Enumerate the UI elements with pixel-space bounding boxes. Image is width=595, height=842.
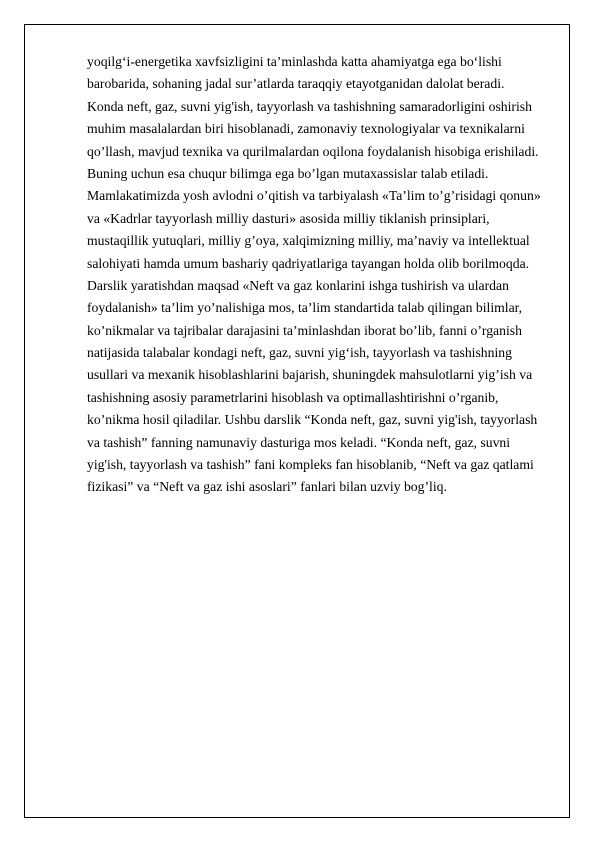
text-line: yig'ish, tayyorlash va tashish” fani kompleks fan hisoblanib, “Neft va gaz qatlami [87,457,534,473]
text-line: barobarida, sohaning jadal sur’atlarda taraqqiy etayotganidan dalolat beradi. [87,76,505,92]
text-line: natijasida talabalar kondagi neft, gaz, suvni yig‘ish, tayyorlash va tashishning [87,345,512,361]
text-line: ko’nikmalar va tajribalar darajasini ta’minlashdan iborat bo’lib, fanni o’rganish [87,322,522,338]
text-line: va tashish” fanning namunaviy dasturiga mos keladi. “Konda neft, gaz, suvni [87,434,511,450]
text-line: Konda neft, gaz, suvni yig'ish, tayyorlash va tashishning samaradorligini oshirish [87,98,532,114]
text-line: muhim masalalardan biri hisoblanadi, zamonaviy texnologiyalar va texnikalarni [87,121,525,137]
text-line: foydalanish» ta’lim yo’nalishiga mos, ta’lim standartida talab qilingan bilimlar, [87,300,523,316]
text-line: va «Kadrlar tayyorlash milliy dasturi» asosida milliy tiklanish prinsiplari, [87,210,490,226]
text-line: usullari va mexanik hisoblashlarini bajarish, shuningdek mahsulotlarni yig’ish va [87,367,533,383]
text-line: Buning uchun esa chuqur bilimga ega bo’lgan mutaxassislar talab etiladi. [87,165,489,181]
text-line: Mamlakatimizda yosh avlodni o’qitish va tarbiyalash «Ta’lim to’g’risidagi qonun» [87,188,541,204]
text-line: qo’llash, mavjud texnika va qurilmalardan oqilona foydalanish hisobiga erishiladi. [87,143,539,159]
text-line: ko’nikma hosil qiladilar. Ushbu darslik “Konda neft, gaz, suvni yig'ish, tayyorlash [87,412,538,428]
body-paragraph [87,51,557,499]
text-line: tashishning asosiy parametrlarini hisoblash va optimallashtirishni o’rganib, [87,389,499,405]
text-line: yoqilg‘i-energetika xavfsizligini ta’minlashda katta ahamiyatga ega bo‘lishi [87,54,502,69]
text-line: Darslik yaratishdan maqsad «Neft va gaz konlarini ishga tushirish va ulardan [87,277,509,293]
text-line: fizikasi” va “Neft va gaz ishi asoslari” fanlari bilan uzviy bog’liq. [87,479,447,495]
text-line: salohiyati hamda umum bashariy qadriyatlariga tayangan holda olib borilmoqda. [87,255,530,271]
text-line: mustaqillik yutuqlari, milliy g’oya, xalqimizning milliy, ma’naviy va intellektual [87,233,530,249]
